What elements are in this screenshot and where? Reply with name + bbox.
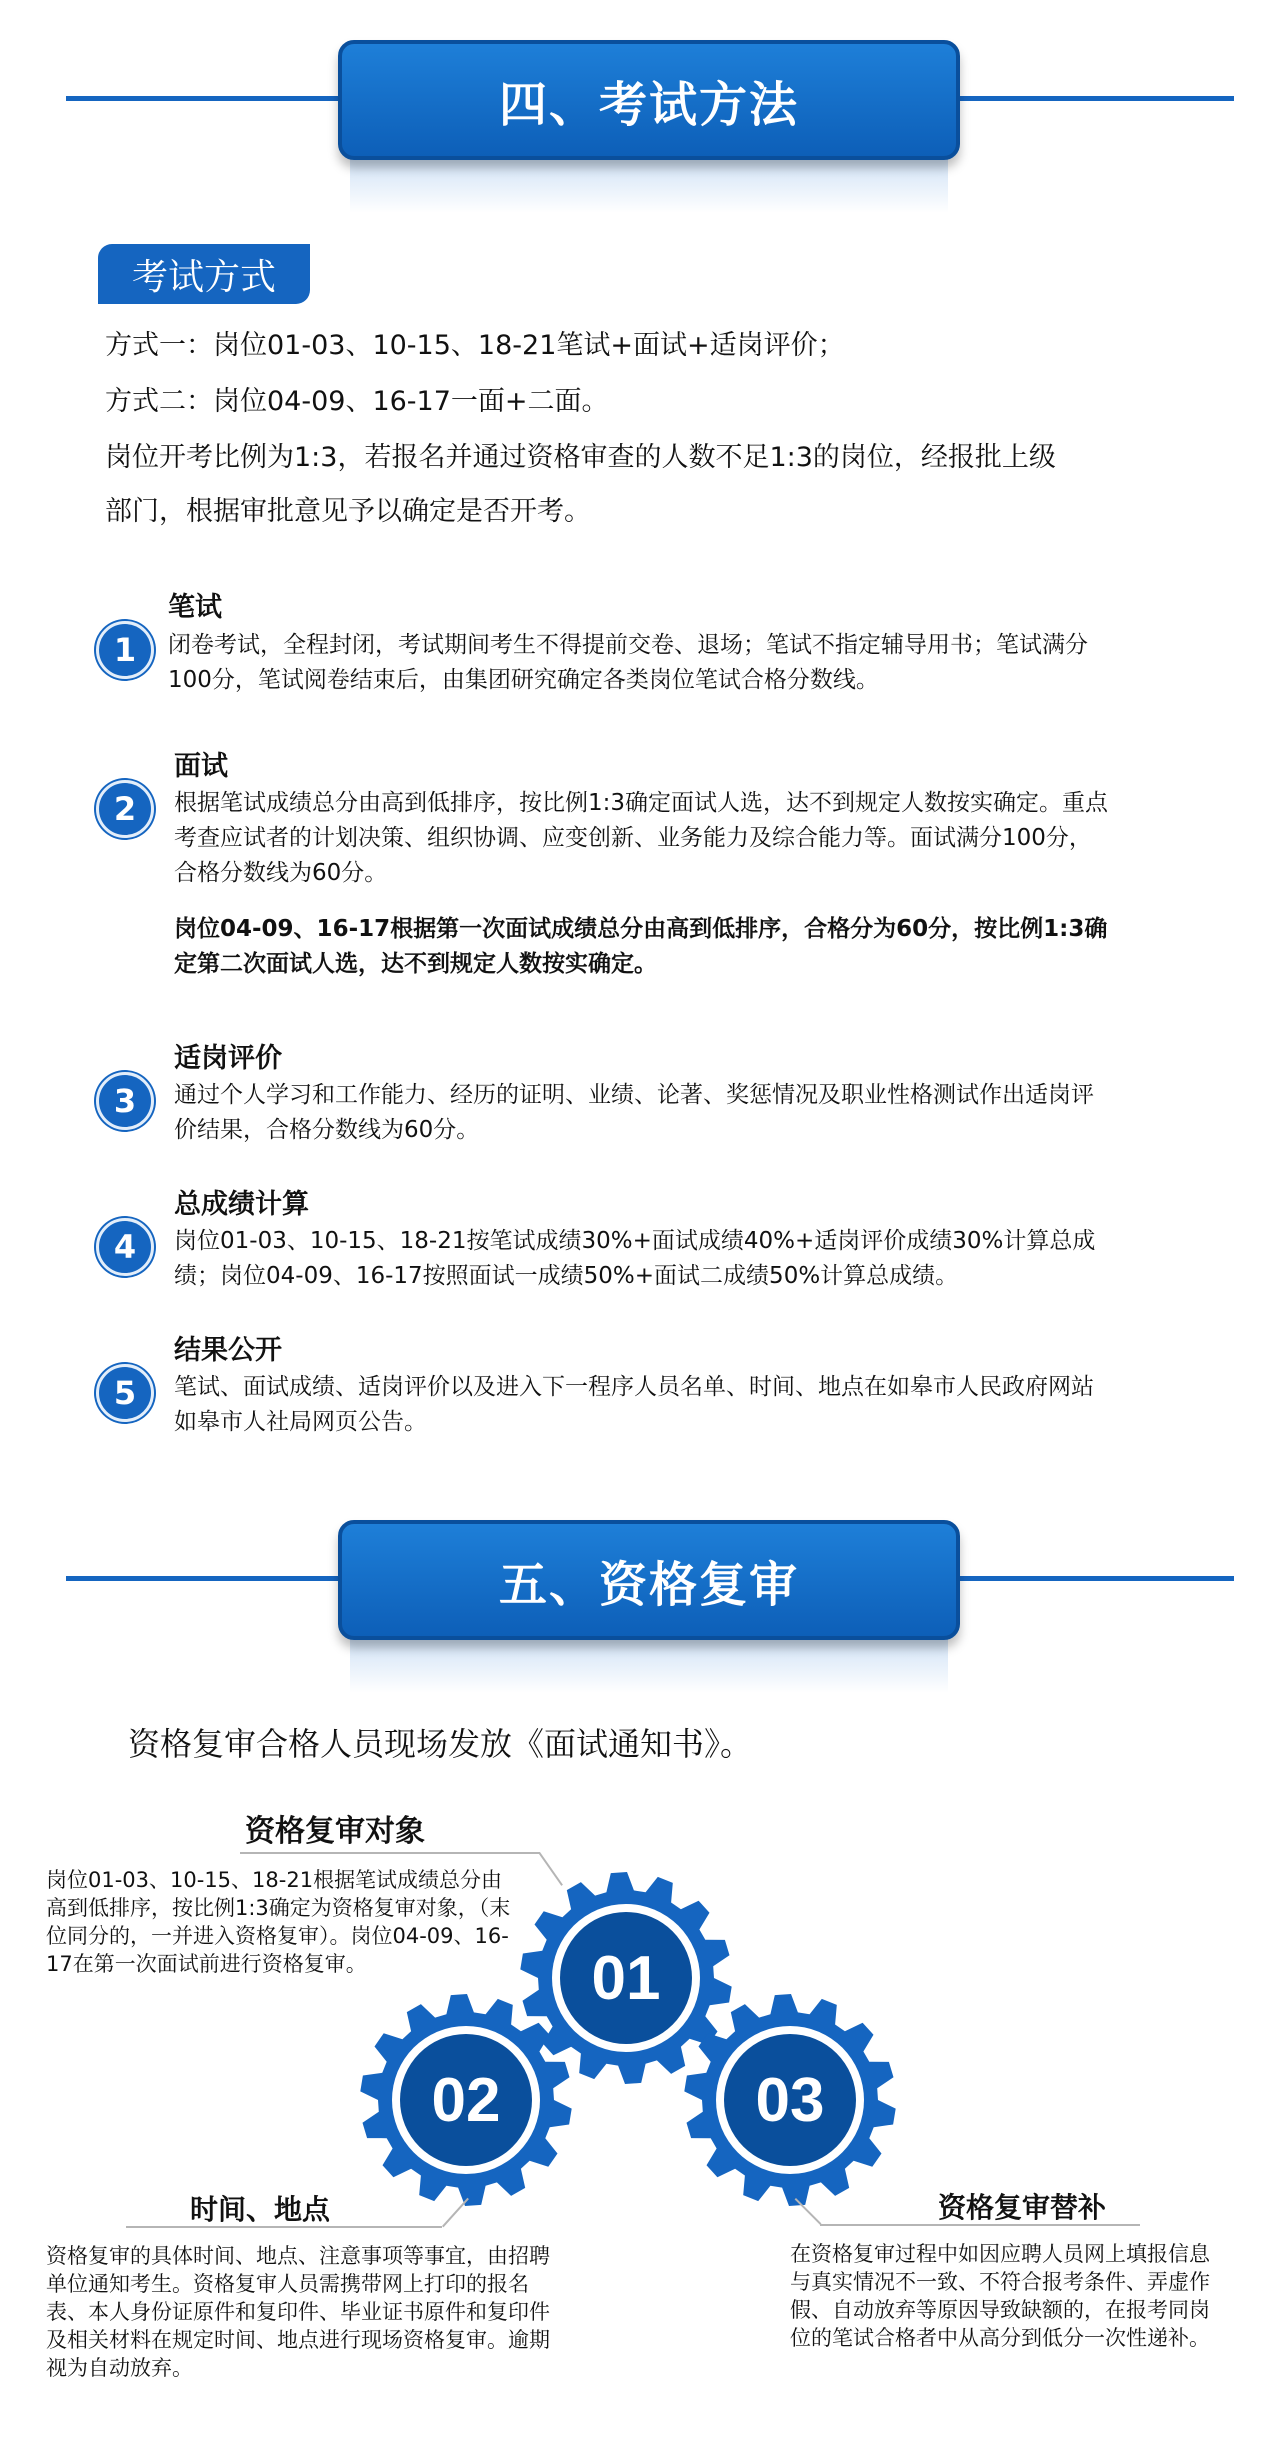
gear-03-label: 03 [755,2065,825,2135]
review-intro: 资格复审合格人员现场发放《面试通知书》。 [128,1725,753,1763]
item-body-written-exam: 闭卷考试，全程封闭，考试期间考生不得提前交卷、退场；笔试不指定辅导用书；笔试满分100分，笔试阅卷结束后，由集团研究确定各类岗位笔试合格分数线。 [168,632,1088,693]
section5-banner-glow [350,1638,948,1693]
exam-method-tag: 考试方式 [98,244,310,304]
gear-01-title: 资格复审对象 [245,1814,425,1849]
gear-01-body: 岗位01-03、10-15、18-21根据笔试成绩总分由高到低排序，按比例1:3确定为资格复审对象，（末位同分的，一并进入资格复审）。岗位04-09、16-17在第一次面试前进行资格复审。 [46,1868,511,1976]
item-title-total-score: 总成绩计算 [174,1189,309,1220]
item-number-4: 4 [96,1218,154,1276]
item-title-written-exam: 笔试 [168,592,222,623]
item-body-interview: 根据笔试成绩总分由高到低排序，按比例1:3确定面试人选，达不到规定人数按实确定。重点考查应试者的计划决策、组织协调、应变创新、业务能力及综合能力等。面试满分100分，合格分数线为60分。 [174,790,1109,886]
item-number-2: 2 [96,780,154,838]
gear-03-body: 在资格复审过程中如因应聘人员网上填报信息与真实情况不一致、不符合报考条件、弄虚作假、自动放弃等原因导致缺额的，在报考同岗位的笔试合格者中从高分到低分一次性递补。 [790,2242,1210,2350]
item-title-results-public: 结果公开 [174,1335,282,1366]
method-line-1: 方式一：岗位01-03、10-15、18-21笔试+面试+适岗评价； [105,330,845,361]
method-line-2: 方式二：岗位04-09、16-17一面+二面。 [105,386,609,417]
item-number-5: 5 [96,1364,154,1422]
gear-03 [680,1990,900,2210]
method-line-3: 岗位开考比例为1:3，若报名并通过资格审查的人数不足1:3的岗位，经报批上级 [105,442,1056,473]
connector-01 [240,1852,540,1854]
method-line-4: 部门，根据审批意见予以确定是否开考。 [105,496,591,527]
gear-03-title: 资格复审替补 [938,2191,1107,2224]
gear-01-label: 01 [591,1943,661,2013]
item-note-interview: 岗位04-09、16-17根据第一次面试成绩总分由高到低排序，合格分为60分，按比例1:3确定第二次面试人选，达不到规定人数按实确定。 [174,916,1108,977]
item-number-1: 1 [96,621,154,679]
item-body-total-score: 岗位01-03、10-15、18-21按笔试成绩30%+面试成绩40%+适岗评价成绩30%计算总成绩；岗位04-09、16-17按照面试一成绩50%+面试二成绩50%计算总成绩。 [174,1228,1096,1289]
item-title-interview: 面试 [174,751,228,782]
gear-02-body: 资格复审的具体时间、地点、注意事项等事宜，由招聘单位通知考生。资格复审人员需携带网上打印的报名表、本人身份证原件和复印件、毕业证书原件和复印件及相关材料在规定时间、地点进行现场资格复审。逾期视为自动放弃。 [46,2244,550,2380]
item-body-results-public: 笔试、面试成绩、适岗评价以及进入下一程序人员名单、时间、地点在如皋市人民政府网站如皋市人社局网页公告。 [174,1374,1094,1435]
gear-02 [356,1990,576,2210]
section5-title: 五、资格复审 [338,1520,960,1640]
item-body-fitness-eval: 通过个人学习和工作能力、经历的证明、业绩、论著、奖惩情况及职业性格测试作出适岗评价结果，合格分数线为60分。 [174,1082,1094,1143]
item-title-fitness-eval: 适岗评价 [174,1043,282,1074]
gear-02-label: 02 [431,2065,501,2135]
item-number-3: 3 [96,1072,154,1130]
section4-banner-glow [350,158,948,213]
section4-title: 四、考试方法 [338,40,960,160]
gear-02-title: 时间、地点 [190,2193,331,2226]
